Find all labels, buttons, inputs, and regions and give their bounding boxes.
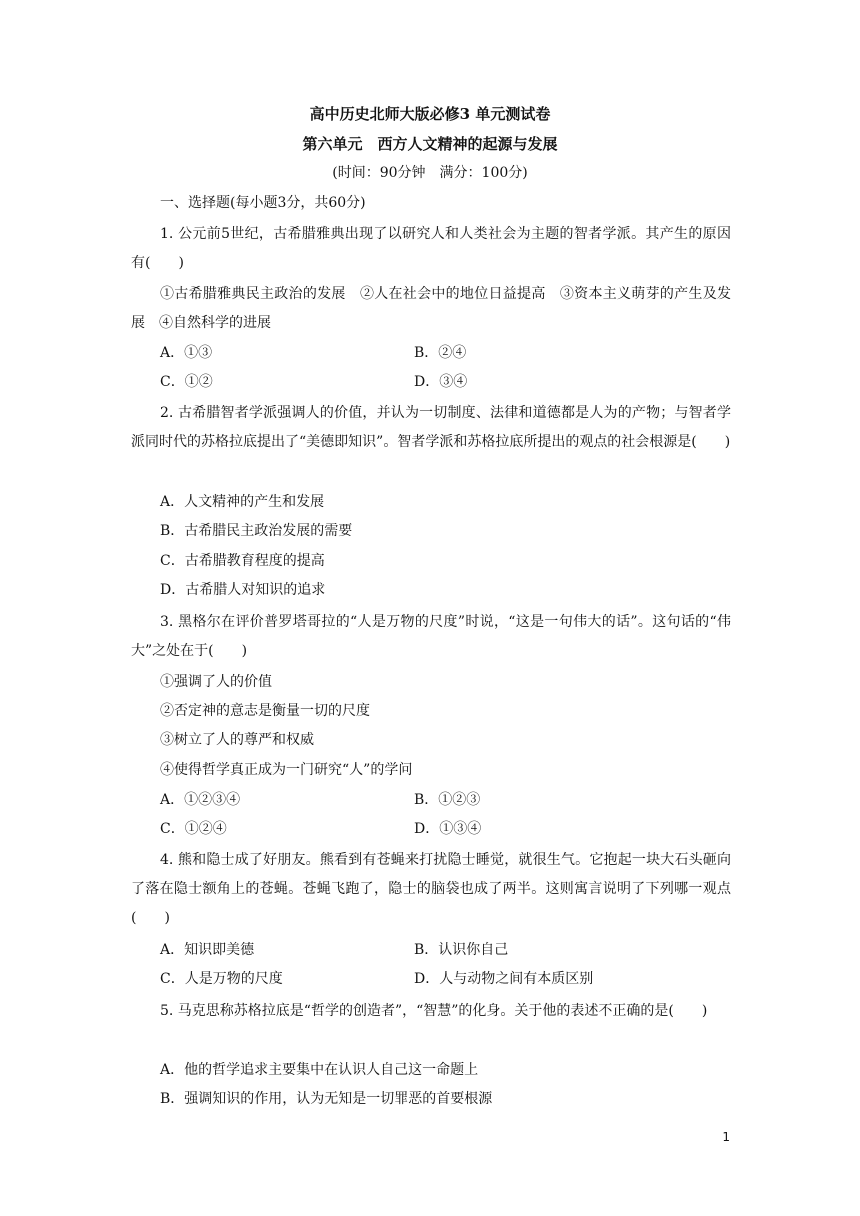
question-2-option-b: B．古希腊民主政治发展的需要: [160, 523, 353, 539]
question-3-item-4: ④使得哲学真正成为一门研究“人”的学问: [160, 762, 413, 778]
question-4-option-b: B．认识你自己: [414, 942, 509, 958]
question-1-option-d: D．③④: [414, 374, 468, 390]
question-3-stem: 3. 黑格尔在评价普罗塔哥拉的“人是万物的尺度”时说，“这是一句伟大的话”。这句话的“伟大”之处在于( ): [131, 614, 731, 659]
question-2-option-a: A．人文精神的产生和发展: [160, 494, 325, 510]
question-3-option-a: A．①②③④: [160, 792, 241, 808]
question-1-option-a: A．①③: [160, 345, 213, 361]
question-4-option-d: D．人与动物之间有本质区别: [414, 971, 594, 987]
question-5-option-a: A．他的哲学追求主要集中在认识人自己这一命题上: [160, 1062, 479, 1078]
question-3-option-d: D．①③④: [414, 821, 482, 837]
unit-title: 第六单元 西方人文精神的起源与发展: [302, 135, 558, 153]
question-1-stem: 1. 公元前5世纪，古希腊雅典出现了以研究人和人类社会为主题的智者学派。其产生的原因有( ): [131, 226, 731, 271]
question-3-option-c: C．①②④: [160, 821, 227, 837]
question-5-option-b: B．强调知识的作用，认为无知是一切罪恶的首要根源: [160, 1091, 493, 1107]
question-4-option-a: A．知识即美德: [160, 942, 255, 958]
exam-meta: (时间：90分钟 满分：100分): [332, 165, 528, 181]
question-1-option-b: B．②④: [414, 345, 467, 361]
question-4-stem: 4. 熊和隐士成了好朋友。熊看到有苍蝇来打扰隐士睡觉，就很生气。它抱起一块大石头砸向了落在隐士额角上的苍蝇。苍蝇飞跑了，隐士的脑袋也成了两半。这则寓言说明了下列哪一观点( ): [131, 852, 731, 926]
question-2-stem: 2. 古希腊智者学派强调人的价值，并认为一切制度、法律和道德都是人为的产物；与智者学派同时代的苏格拉底提出了“美德即知识”。智者学派和苏格拉底所提出的观点的社会根源是( ): [131, 405, 731, 450]
question-2-option-c: C．古希腊教育程度的提高: [160, 553, 325, 569]
exam-title: 高中历史北师大版必修3 单元测试卷: [309, 105, 551, 123]
page-number: 1: [722, 1130, 730, 1144]
question-2-option-d: D．古希腊人对知识的追求: [160, 582, 326, 598]
question-3-option-b: B．①②③: [414, 792, 481, 808]
question-3-item-2: ②否定神的意志是衡量一切的尺度: [160, 703, 370, 719]
question-1-items: ①古希腊雅典民主政治的发展 ②人在社会中的地位日益提高 ③资本主义萌芽的产生及发展 ④自然科学的进展: [131, 286, 731, 331]
question-1-option-c: C．①②: [160, 374, 213, 390]
section-heading: 一、选择题(每小题3分，共60分): [160, 195, 366, 211]
question-3-item-3: ③树立了人的尊严和权威: [160, 732, 314, 748]
question-4-option-c: C．人是万物的尺度: [160, 971, 283, 987]
question-3-item-1: ①强调了人的价值: [160, 674, 272, 690]
question-5-stem: 5. 马克思称苏格拉底是“哲学的创造者”，“智慧”的化身。关于他的表述不正确的是( ): [160, 1003, 708, 1019]
